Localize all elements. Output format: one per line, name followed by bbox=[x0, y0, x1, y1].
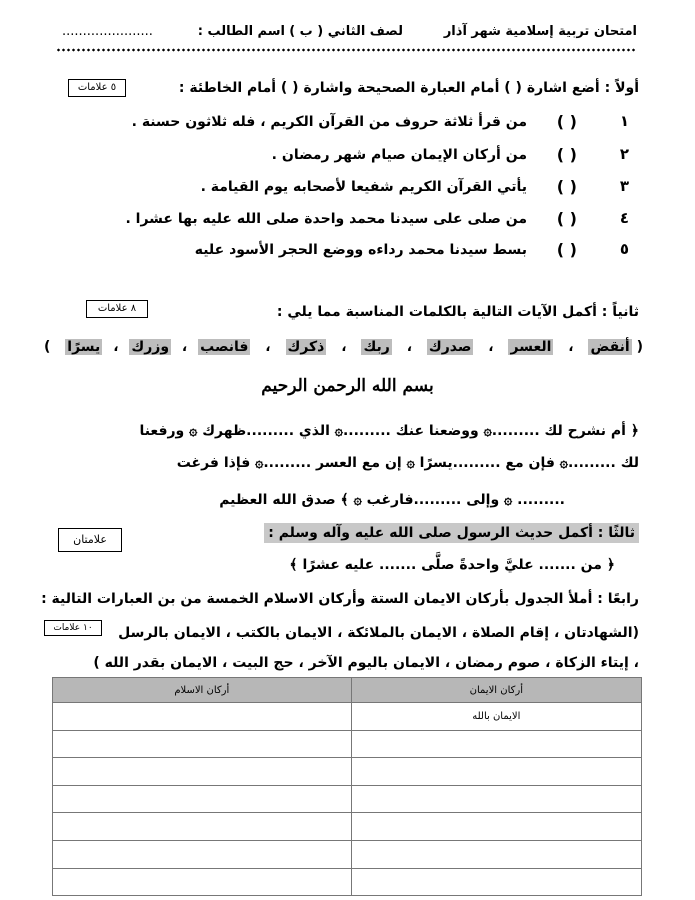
iman-cell: الايمان بالله bbox=[351, 703, 641, 731]
word-separator: ، bbox=[341, 339, 347, 355]
word-separator: ، bbox=[406, 339, 413, 355]
exam-title: امتحان تربية إسلامية شهر آذار bbox=[443, 24, 637, 39]
section2-marks-box: ٨ علامات bbox=[86, 300, 148, 318]
pillars-words-line-2: ، إيتاء الزكاة ، صوم رمضان ، الايمان باليوم الآخر ، حج البيت ، الايمان بقدر الله ) bbox=[93, 655, 639, 671]
table-row bbox=[53, 703, 642, 731]
table-row bbox=[53, 758, 642, 786]
table-row bbox=[53, 840, 642, 868]
word-chip: العسر bbox=[510, 339, 552, 355]
word-chip: أنقض bbox=[590, 339, 630, 355]
word-separator: ، bbox=[488, 339, 494, 355]
item5-number: ٥ bbox=[619, 240, 629, 258]
student-name-field[interactable]: ...................... bbox=[62, 24, 153, 39]
iman-cell[interactable] bbox=[351, 785, 641, 813]
pillars-table bbox=[52, 677, 642, 896]
item2-text: من أركان الإيمان صيام شهر رمضان . bbox=[271, 147, 527, 163]
word-chip: فانصب bbox=[200, 339, 249, 355]
iman-cell[interactable] bbox=[351, 758, 641, 786]
section4-marks-box: ١٠ علامات bbox=[44, 620, 102, 636]
word-chip: صدرك bbox=[428, 339, 472, 355]
iman-cell[interactable] bbox=[351, 840, 641, 868]
word-chip: يسرًا bbox=[67, 339, 101, 355]
islam-cell[interactable] bbox=[53, 703, 352, 731]
table-row bbox=[53, 785, 642, 813]
item3-answer-box[interactable]: ( ) bbox=[556, 177, 577, 196]
word-chip: وزرك bbox=[131, 339, 170, 355]
pillars-words-line-1: (الشهادتان ، إقام الصلاة ، الايمان بالملائكة ، الايمان بالكتب ، الايمان بالرسل bbox=[118, 625, 639, 641]
section3-title: ثالثًا : أكمل حديث الرسول صلى الله عليه وآله وسلم : bbox=[264, 523, 639, 543]
col-header-iman: أركان الايمان bbox=[351, 678, 641, 703]
islam-cell[interactable] bbox=[53, 840, 352, 868]
word-bank bbox=[44, 339, 643, 355]
student-name-label: اسم الطالب : bbox=[197, 24, 285, 39]
item1-number: ١ bbox=[619, 112, 629, 130]
word-bank-open: ( bbox=[636, 339, 643, 355]
header-divider bbox=[56, 48, 636, 52]
item5-answer-box[interactable]: ( ) bbox=[556, 240, 577, 259]
item2-number: ٢ bbox=[619, 145, 629, 163]
word-separator: ، bbox=[113, 339, 119, 355]
section1-marks-box: ٥ علامات bbox=[68, 79, 126, 97]
word-bank-close: ) bbox=[44, 339, 51, 355]
iman-cell[interactable] bbox=[351, 868, 641, 896]
hadith-text[interactable]: ﴿ من ....... عليَّ واحدةً صلَّى ....... عليه عشرًا ﴾ bbox=[289, 557, 615, 573]
word-chip: ربك bbox=[363, 339, 390, 355]
item4-text: من صلى على سيدنا محمد واحدة صلى الله عليه بها عشرا . bbox=[125, 211, 527, 227]
item1-answer-box[interactable]: ( ) bbox=[556, 112, 577, 131]
word-chip: ذكرك bbox=[287, 339, 325, 355]
iman-cell[interactable] bbox=[351, 813, 641, 841]
iman-cell[interactable] bbox=[351, 730, 641, 758]
section2-title: ثانياً : أكمل الآيات التالية بالكلمات المناسبة مما يلي : bbox=[276, 304, 639, 320]
col-header-islam: أركان الاسلام bbox=[53, 678, 352, 703]
table-row bbox=[53, 813, 642, 841]
section3-marks-box: علامتان bbox=[58, 528, 122, 552]
table-row bbox=[53, 868, 642, 896]
item5-text: بسط سيدنا محمد رداءه ووضع الحجر الأسود عليه bbox=[194, 242, 527, 258]
item4-number: ٤ bbox=[619, 209, 629, 227]
islam-cell[interactable] bbox=[53, 730, 352, 758]
section4-title: رابعًا : أملأ الجدول بأركان الايمان الستة وأركان الاسلام الخمسة من بن العبارات التالية : bbox=[41, 591, 639, 607]
class-label: لصف الثاني ( ب ) bbox=[289, 24, 403, 39]
basmala: بسم الله الرحمن الرحيم bbox=[261, 376, 434, 396]
word-separator: ، bbox=[181, 339, 188, 355]
islam-cell[interactable] bbox=[53, 868, 352, 896]
item1-text: من قرأ ثلاثة حروف من القرآن الكريم ، فله ثلاثون حسنة . bbox=[131, 114, 527, 130]
word-separator: ، bbox=[265, 339, 271, 355]
islam-cell[interactable] bbox=[53, 813, 352, 841]
islam-cell[interactable] bbox=[53, 785, 352, 813]
table-row bbox=[53, 730, 642, 758]
item3-number: ٣ bbox=[619, 177, 629, 195]
verse-line-3: ......... ۞ وإلى .........فارغب ۞ ﴾ صدق الله العظيم bbox=[219, 492, 565, 508]
item2-answer-box[interactable]: ( ) bbox=[556, 145, 577, 164]
islam-cell[interactable] bbox=[53, 758, 352, 786]
word-separator: ، bbox=[568, 339, 574, 355]
item3-text: يأتي القرآن الكريم شفيعا لأصحابه يوم القيامة . bbox=[200, 179, 527, 195]
item4-answer-box[interactable]: ( ) bbox=[556, 209, 577, 228]
verse-line-2: لك .........۞ فإن مع .........يسرًا ۞ إن مع العسر .........۞ فإذا فرغت bbox=[176, 455, 639, 471]
section1-title: أولاً : أضع اشارة ( ) أمام العبارة الصحيحة واشارة ( ) أمام الخاطئة : bbox=[178, 80, 639, 96]
verse-line-1: ﴿ أم نشرح لك .........۞ ووضعنا عنك .........۞ الذي .........ظهرك ۞ ورفعنا bbox=[139, 423, 639, 439]
